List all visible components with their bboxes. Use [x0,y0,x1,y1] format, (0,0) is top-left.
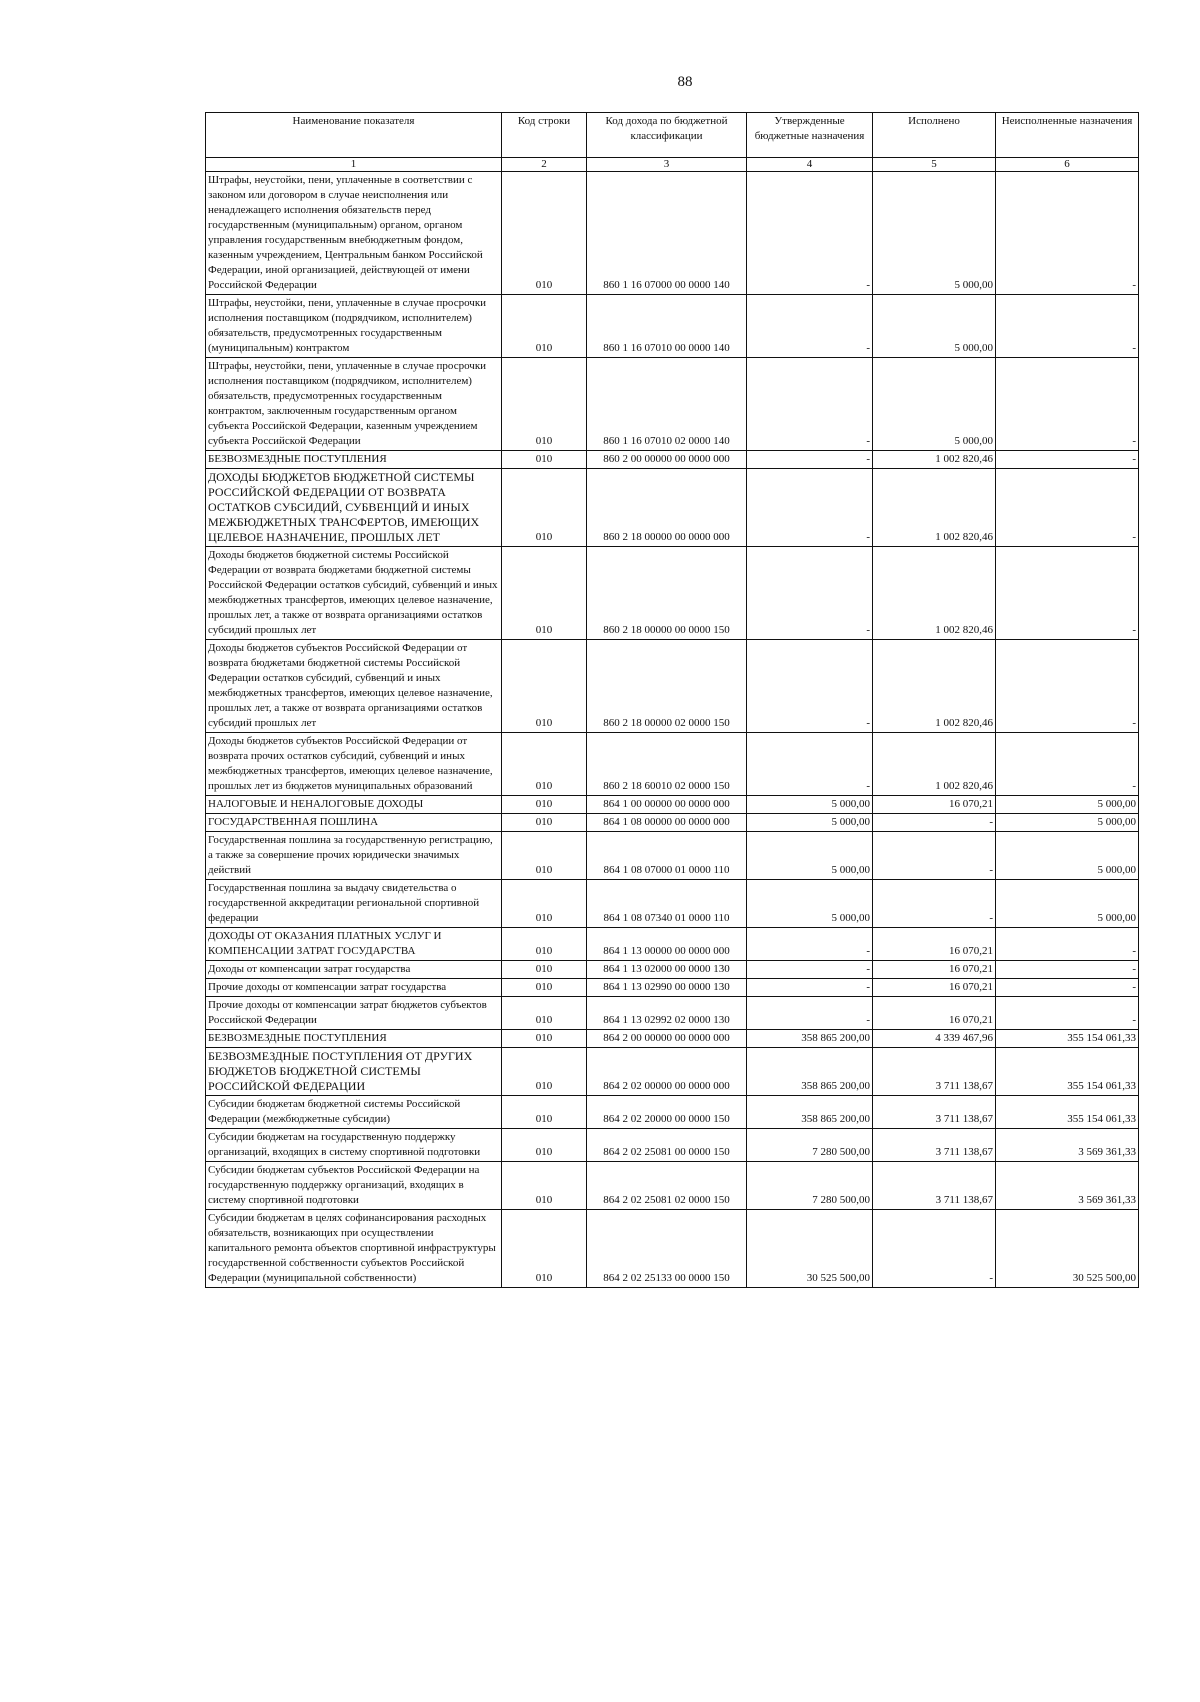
row-line-code: 010 [502,1129,587,1162]
row-approved: 7 280 500,00 [747,1129,873,1162]
header-unexecuted: Неисполненные назначения [996,113,1139,158]
row-line-code: 010 [502,547,587,640]
table-row [206,979,1139,997]
row-name: Прочие доходы от компенсации затрат государства [206,979,502,997]
row-approved: 358 865 200,00 [747,1048,873,1096]
table-row [206,1096,1139,1129]
table-row [206,1048,1139,1096]
row-line-code: 010 [502,469,587,547]
table-row [206,640,1139,733]
row-income-code: 864 1 13 02990 00 0000 130 [587,979,747,997]
row-income-code: 860 2 18 00000 02 0000 150 [587,640,747,733]
row-approved: 358 865 200,00 [747,1096,873,1129]
row-executed: 16 070,21 [873,997,996,1030]
row-unexecuted: - [996,547,1139,640]
row-line-code: 010 [502,814,587,832]
row-unexecuted: 355 154 061,33 [996,1096,1139,1129]
row-unexecuted: - [996,469,1139,547]
table-row [206,172,1139,295]
row-executed: 3 711 138,67 [873,1048,996,1096]
row-unexecuted: 5 000,00 [996,880,1139,928]
row-approved: 30 525 500,00 [747,1210,873,1288]
table-row [206,295,1139,358]
row-line-code: 010 [502,796,587,814]
row-unexecuted: - [996,979,1139,997]
table-row [206,796,1139,814]
row-line-code: 010 [502,880,587,928]
row-unexecuted: 3 569 361,33 [996,1162,1139,1210]
row-name: Доходы бюджетов субъектов Российской Федерации от возврата прочих остатков субсидий, субвенций и иных межбюджетных трансфертов, имеющих целевое назначение, прошлых лет из бюджетов муниципальных образований [206,733,502,796]
table-row [206,814,1139,832]
row-income-code: 864 1 13 00000 00 0000 000 [587,928,747,961]
column-number: 1 [206,158,502,172]
row-unexecuted: 5 000,00 [996,814,1139,832]
row-line-code: 010 [502,1030,587,1048]
table-row [206,451,1139,469]
row-approved: - [747,733,873,796]
table-row [206,1030,1139,1048]
row-name: Штрафы, неустойки, пени, уплаченные в случае просрочки исполнения поставщиком (подрядчиком, исполнителем) обязательств, предусмотренных государственным контрактом, заключенным государственным органом субъекта Российской Федерации, казенным учреждением субъекта Российской Федерации [206,358,502,451]
row-name: Штрафы, неустойки, пени, уплаченные в соответствии с законом или договором в случае неисполнения или ненадлежащего исполнения обязательств перед государственным (муниципальным) органом, органом управления государственным внебюджетным фондом, казенным учреждением, Центральным банком Российской Федерации, иной организацией, действующей от имени Российской Федерации [206,172,502,295]
row-name: Доходы от компенсации затрат государства [206,961,502,979]
row-approved: - [747,640,873,733]
row-income-code: 864 1 13 02000 00 0000 130 [587,961,747,979]
row-line-code: 010 [502,295,587,358]
row-executed: - [873,1210,996,1288]
row-executed: 3 711 138,67 [873,1096,996,1129]
column-number: 2 [502,158,587,172]
column-number: 6 [996,158,1139,172]
row-executed: 16 070,21 [873,961,996,979]
row-income-code: 864 2 00 00000 00 0000 000 [587,1030,747,1048]
row-name: НАЛОГОВЫЕ И НЕНАЛОГОВЫЕ ДОХОДЫ [206,796,502,814]
row-approved: - [747,928,873,961]
row-unexecuted: 30 525 500,00 [996,1210,1139,1288]
row-line-code: 010 [502,733,587,796]
row-unexecuted: 355 154 061,33 [996,1048,1139,1096]
row-line-code: 010 [502,172,587,295]
income-table [205,112,1139,1288]
table-row [206,1210,1139,1288]
row-unexecuted: 5 000,00 [996,832,1139,880]
row-executed: 5 000,00 [873,358,996,451]
row-income-code: 864 2 02 25133 00 0000 150 [587,1210,747,1288]
row-line-code: 010 [502,997,587,1030]
table-row [206,469,1139,547]
row-name: Государственная пошлина за выдачу свидетельства о государственной аккредитации региональной спортивной федерации [206,880,502,928]
table-row [206,358,1139,451]
row-executed: 1 002 820,46 [873,640,996,733]
row-name: Субсидии бюджетам субъектов Российской Федерации на государственную поддержку организаций, входящих в систему спортивной подготовки [206,1162,502,1210]
row-line-code: 010 [502,451,587,469]
row-approved: 358 865 200,00 [747,1030,873,1048]
row-approved: - [747,961,873,979]
table-row [206,1129,1139,1162]
row-income-code: 864 2 02 25081 00 0000 150 [587,1129,747,1162]
row-unexecuted: - [996,928,1139,961]
row-line-code: 010 [502,961,587,979]
row-approved: 5 000,00 [747,796,873,814]
row-name: Государственная пошлина за государственную регистрацию, а также за совершение прочих юридически значимых действий [206,832,502,880]
row-income-code: 864 2 02 00000 00 0000 000 [587,1048,747,1096]
row-approved: - [747,172,873,295]
row-approved: - [747,997,873,1030]
row-line-code: 010 [502,640,587,733]
row-executed: 4 339 467,96 [873,1030,996,1048]
row-unexecuted: - [996,997,1139,1030]
row-line-code: 010 [502,928,587,961]
row-unexecuted: 3 569 361,33 [996,1129,1139,1162]
row-approved: 5 000,00 [747,814,873,832]
row-line-code: 010 [502,979,587,997]
row-unexecuted: - [996,640,1139,733]
row-executed: - [873,832,996,880]
header-indicator-name: Наименование показателя [206,113,502,158]
row-name: Штрафы, неустойки, пени, уплаченные в случае просрочки исполнения поставщиком (подрядчиком, исполнителем) обязательств, предусмотренных государственным (муниципальным) контрактом [206,295,502,358]
row-name: БЕЗВОЗМЕЗДНЫЕ ПОСТУПЛЕНИЯ [206,451,502,469]
row-line-code: 010 [502,1096,587,1129]
row-income-code: 864 1 08 00000 00 0000 000 [587,814,747,832]
row-executed: 1 002 820,46 [873,733,996,796]
row-line-code: 010 [502,358,587,451]
row-income-code: 864 1 13 02992 02 0000 130 [587,997,747,1030]
table-row [206,1162,1139,1210]
row-approved: 5 000,00 [747,832,873,880]
row-income-code: 860 1 16 07000 00 0000 140 [587,172,747,295]
row-unexecuted: - [996,172,1139,295]
row-approved: - [747,469,873,547]
row-executed: - [873,880,996,928]
row-income-code: 864 1 08 07000 01 0000 110 [587,832,747,880]
row-approved: 5 000,00 [747,880,873,928]
table-row [206,928,1139,961]
row-line-code: 010 [502,1048,587,1096]
row-approved: - [747,451,873,469]
row-income-code: 860 2 00 00000 00 0000 000 [587,451,747,469]
row-approved: - [747,295,873,358]
row-income-code: 864 1 08 07340 01 0000 110 [587,880,747,928]
row-line-code: 010 [502,1210,587,1288]
row-unexecuted: - [996,295,1139,358]
row-executed: 3 711 138,67 [873,1162,996,1210]
table-row [206,997,1139,1030]
row-executed: 16 070,21 [873,979,996,997]
table-row [206,733,1139,796]
row-executed: 5 000,00 [873,172,996,295]
row-income-code: 860 1 16 07010 02 0000 140 [587,358,747,451]
row-name: ДОХОДЫ БЮДЖЕТОВ БЮДЖЕТНОЙ СИСТЕМЫ РОССИЙСКОЙ ФЕДЕРАЦИИ ОТ ВОЗВРАТА ОСТАТКОВ СУБСИДИЙ, СУБВЕНЦИЙ И ИНЫХ МЕЖБЮДЖЕТНЫХ ТРАНСФЕРТОВ, ИМЕЮЩИХ ЦЕЛЕВОЕ НАЗНАЧЕНИЕ, ПРОШЛЫХ ЛЕТ [206,469,502,547]
row-income-code: 860 1 16 07010 00 0000 140 [587,295,747,358]
row-name: ДОХОДЫ ОТ ОКАЗАНИЯ ПЛАТНЫХ УСЛУГ И КОМПЕНСАЦИИ ЗАТРАТ ГОСУДАРСТВА [206,928,502,961]
table-row [206,880,1139,928]
row-unexecuted: - [996,451,1139,469]
column-number: 5 [873,158,996,172]
row-executed: 3 711 138,67 [873,1129,996,1162]
row-line-code: 010 [502,832,587,880]
table-row [206,832,1139,880]
row-executed: 16 070,21 [873,928,996,961]
header-line-code: Код строки [502,113,587,158]
row-approved: - [747,979,873,997]
header-executed: Исполнено [873,113,996,158]
report-sheet [205,112,1138,1288]
row-executed: 5 000,00 [873,295,996,358]
row-income-code: 864 1 00 00000 00 0000 000 [587,796,747,814]
row-income-code: 860 2 18 00000 00 0000 150 [587,547,747,640]
row-unexecuted: - [996,358,1139,451]
row-name: Субсидии бюджетам бюджетной системы Российской Федерации (межбюджетные субсидии) [206,1096,502,1129]
row-approved: 7 280 500,00 [747,1162,873,1210]
row-unexecuted: 355 154 061,33 [996,1030,1139,1048]
row-name: Доходы бюджетов субъектов Российской Федерации от возврата бюджетами бюджетной системы Российской Федерации остатков субсидий, субвенций и иных межбюджетных трансфертов, имеющих целевое назначение, прошлых лет, а также от возврата организациями остатков субсидий прошлых лет [206,640,502,733]
row-unexecuted: 5 000,00 [996,796,1139,814]
row-executed: 1 002 820,46 [873,469,996,547]
header-income-code: Код дохода по бюджетной классификации [587,113,747,158]
row-line-code: 010 [502,1162,587,1210]
row-executed: 16 070,21 [873,796,996,814]
column-number: 3 [587,158,747,172]
row-name: Доходы бюджетов бюджетной системы Российской Федерации от возврата бюджетами бюджетной системы Российской Федерации остатков субсидий, субвенций и иных межбюджетных трансфертов, имеющих целевое назначение, прошлых лет, а также от возврата организациями остатков субсидий прошлых лет [206,547,502,640]
row-executed: - [873,814,996,832]
column-number: 4 [747,158,873,172]
page-number: 88 [677,74,693,90]
row-name: БЕЗВОЗМЕЗДНЫЕ ПОСТУПЛЕНИЯ [206,1030,502,1048]
row-executed: 1 002 820,46 [873,547,996,640]
table-row [206,547,1139,640]
row-executed: 1 002 820,46 [873,451,996,469]
row-name: Субсидии бюджетам на государственную поддержку организаций, входящих в систему спортивной подготовки [206,1129,502,1162]
row-income-code: 864 2 02 20000 00 0000 150 [587,1096,747,1129]
row-unexecuted: - [996,961,1139,979]
header-approved: Утвержденные бюджетные назначения [747,113,873,158]
row-approved: - [747,547,873,640]
row-name: Прочие доходы от компенсации затрат бюджетов субъектов Российской Федерации [206,997,502,1030]
row-approved: - [747,358,873,451]
row-income-code: 860 2 18 00000 00 0000 000 [587,469,747,547]
table-row [206,961,1139,979]
row-name: Субсидии бюджетам в целях софинансирования расходных обязательств, возникающих при осуществлении капитального ремонта объектов спортивной инфраструктуры государственной собственности субъектов Российской Федерации (муниципальной собственности) [206,1210,502,1288]
row-income-code: 860 2 18 60010 02 0000 150 [587,733,747,796]
row-unexecuted: - [996,733,1139,796]
row-income-code: 864 2 02 25081 02 0000 150 [587,1162,747,1210]
row-name: ГОСУДАРСТВЕННАЯ ПОШЛИНА [206,814,502,832]
row-name: БЕЗВОЗМЕЗДНЫЕ ПОСТУПЛЕНИЯ ОТ ДРУГИХ БЮДЖЕТОВ БЮДЖЕТНОЙ СИСТЕМЫ РОССИЙСКОЙ ФЕДЕРАЦИИ [206,1048,502,1096]
